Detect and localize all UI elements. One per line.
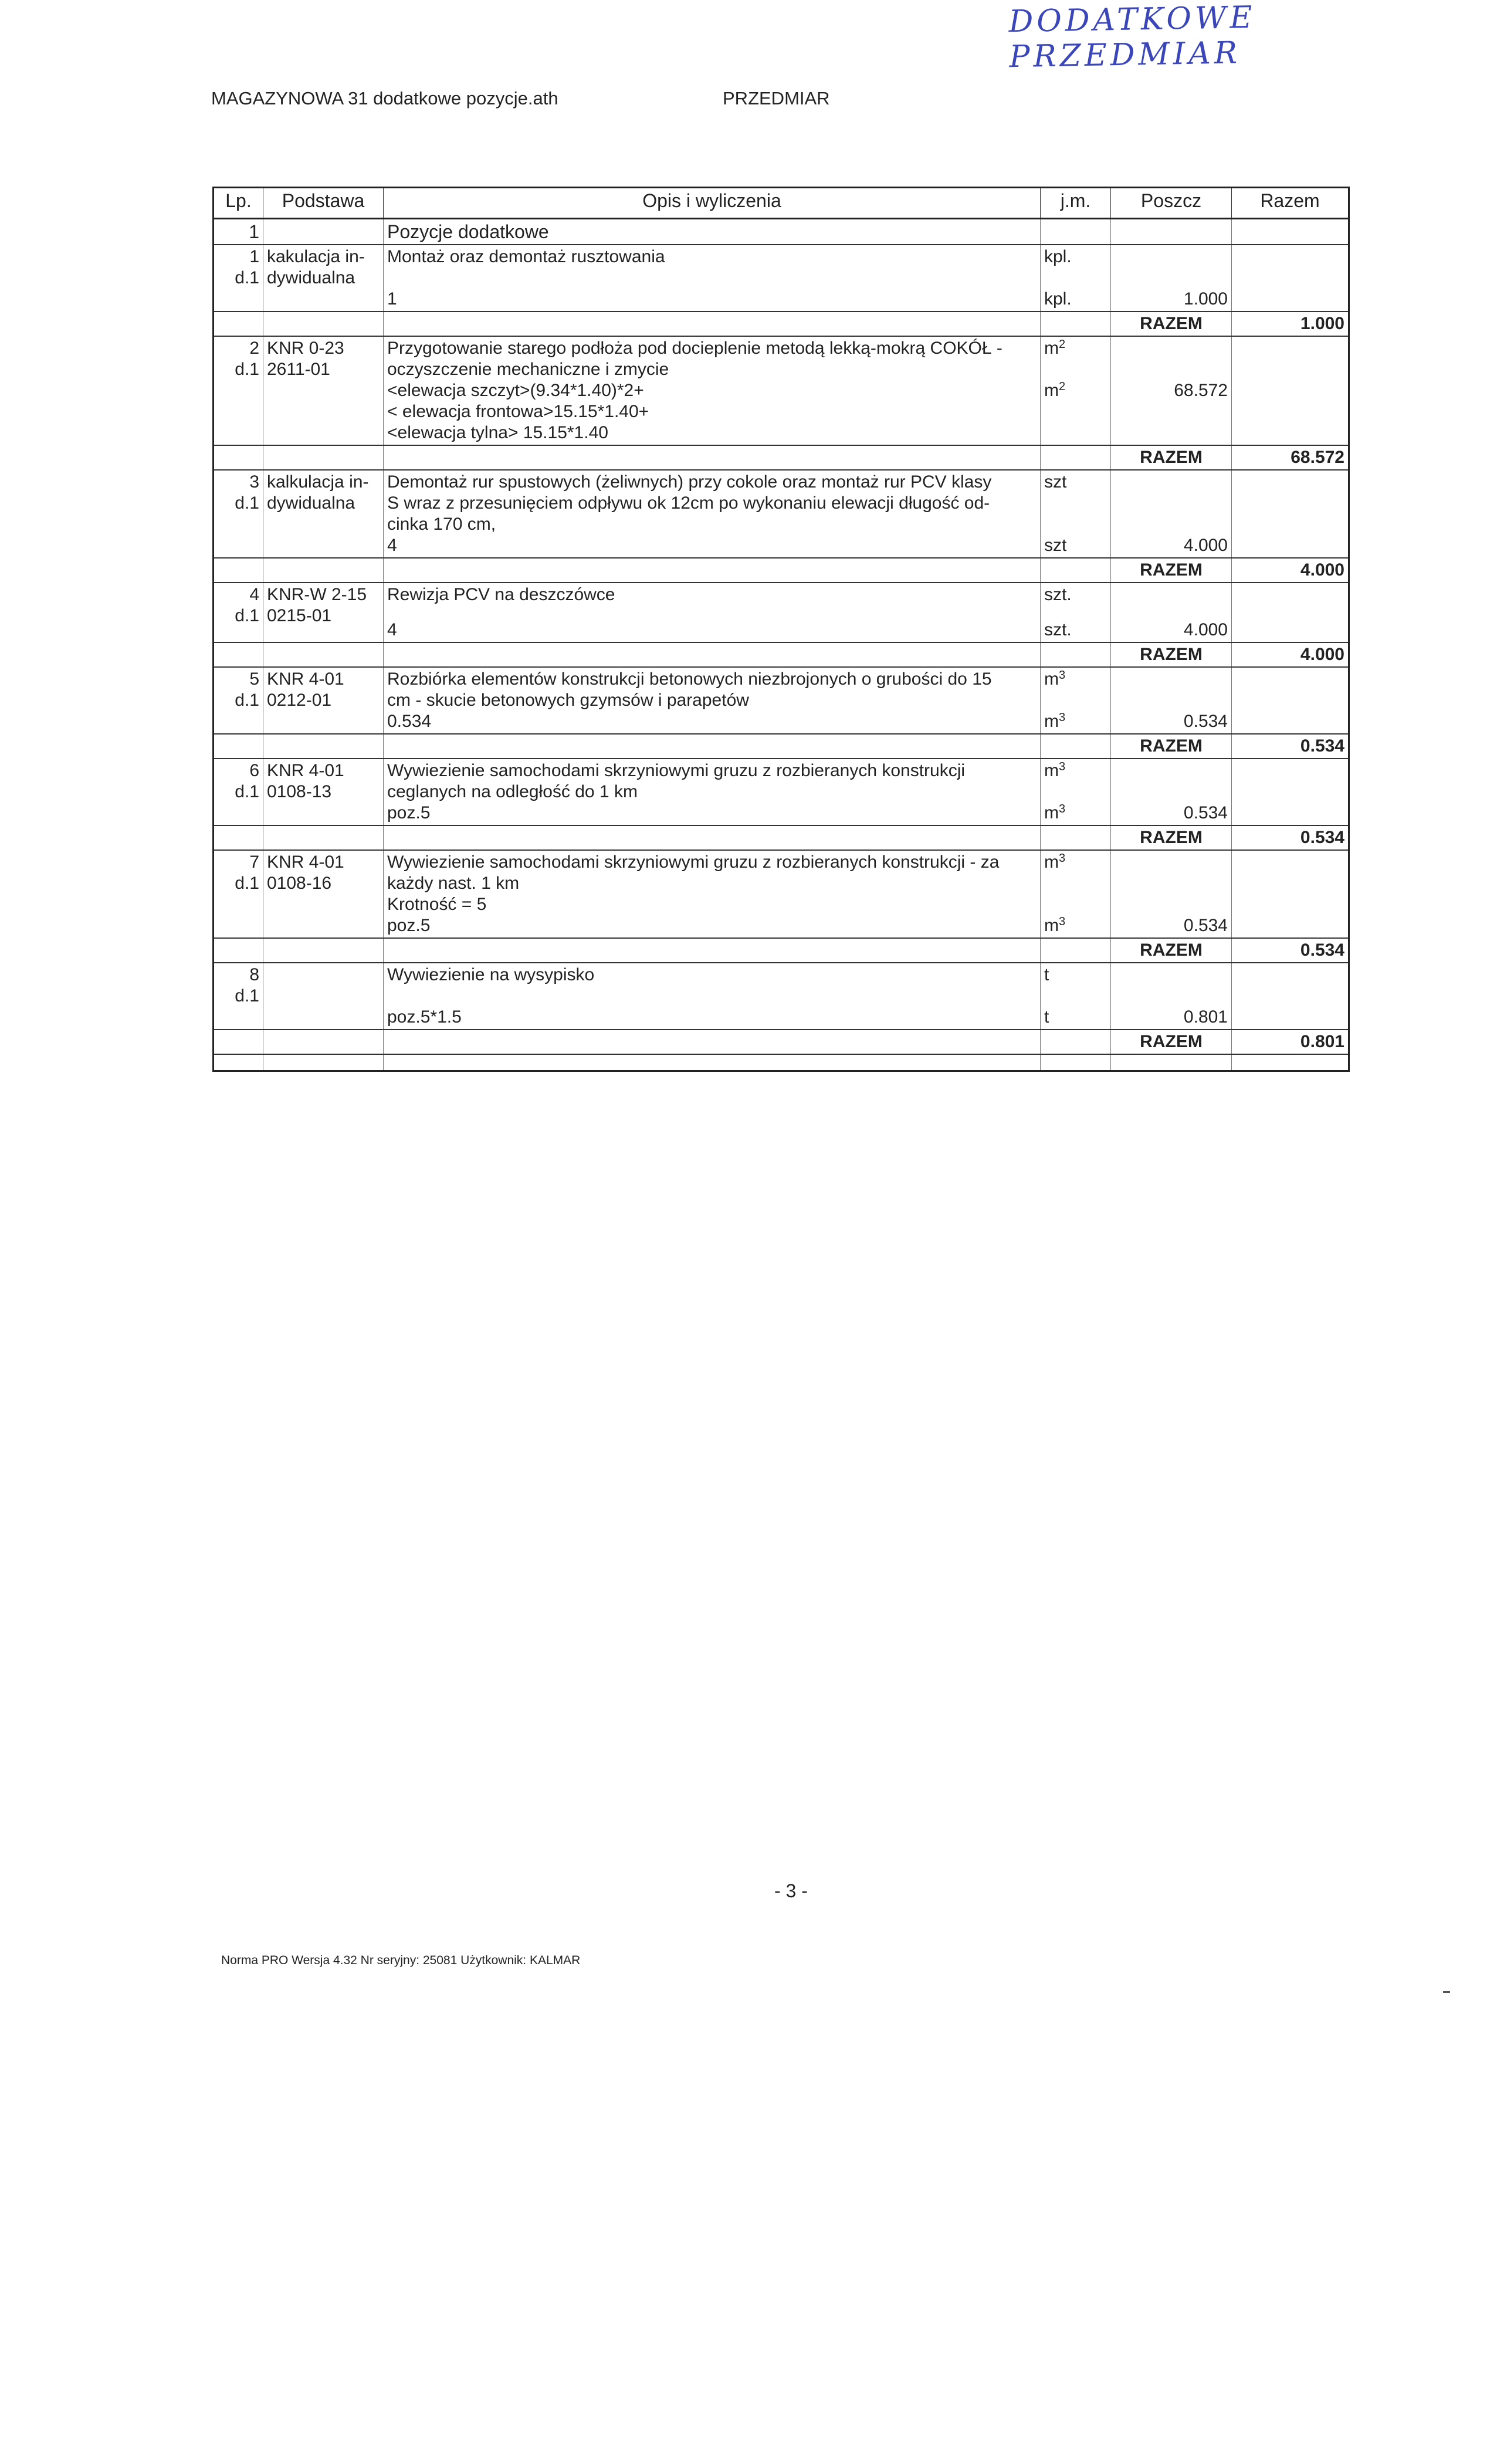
item-calc: poz.5*1.5 — [387, 1007, 462, 1027]
item-opis: Przygotowanie starego podłoża pod docieplenie metodą lekką-mokrą COKÓŁ - — [387, 339, 1002, 358]
table-header-row — [214, 188, 1349, 219]
item-opis: S wraz z przesunięciem odpływu ok 12cm po wykonaniu elewacji długość od- — [387, 493, 990, 513]
scan-speck — [1443, 1991, 1450, 1993]
item-jm: kpl. — [1044, 247, 1072, 267]
razem-row-7 — [214, 938, 1349, 963]
razem-value: 0.534 — [1232, 938, 1349, 963]
razem-value: 0.534 — [1232, 825, 1349, 850]
item-lp: 2 — [249, 339, 259, 358]
item-lp-sub: d.1 — [235, 360, 259, 380]
item-podstawa: dywidualna — [267, 493, 355, 513]
razem-value: 0.534 — [1232, 734, 1349, 759]
item-calc-jm: szt — [1044, 536, 1067, 556]
item-jm: $m^3$ — [1044, 852, 1066, 872]
item-jm: szt — [1044, 472, 1067, 492]
item-calc-jm: $m^3$ — [1044, 711, 1066, 732]
razem-label: RAZEM — [1111, 825, 1232, 850]
item-lp: 6 — [249, 761, 259, 781]
item-opis: cm - skucie betonowych gzymsów i parapetów — [387, 691, 749, 710]
razem-row-4 — [214, 642, 1349, 667]
item-lp-sub: d.1 — [235, 986, 259, 1006]
razem-value: 4.000 — [1232, 558, 1349, 583]
item-lp: 7 — [249, 852, 259, 872]
item-poszcz: 1.000 — [1183, 289, 1228, 309]
item-podstawa: KNR 0-23 — [267, 339, 344, 358]
file-name: MAGAZYNOWA 31 dodatkowe pozycje.ath — [211, 88, 558, 109]
item-podstawa: KNR 4-01 — [267, 852, 344, 872]
item-calc: 4 — [387, 620, 397, 640]
handwritten-note: DODATKOWE PRZEDMIAR — [1008, 0, 1256, 75]
item-poszcz: 0.534 — [1183, 803, 1228, 823]
razem-row-3 — [214, 558, 1349, 583]
item-row-6 — [214, 759, 1349, 825]
item-opis: Wywiezienie samochodami skrzyniowymi gruzu z rozbieranych konstrukcji - za — [387, 852, 1000, 872]
razem-value: 0.801 — [1232, 1030, 1349, 1054]
razem-row-5 — [214, 734, 1349, 759]
col-header-podstawa: Podstawa — [263, 188, 384, 219]
item-row-8 — [214, 963, 1349, 1030]
item-podstawa: 0212-01 — [267, 691, 332, 710]
item-calc-jm: szt. — [1044, 620, 1072, 640]
item-calc: 0.534 — [387, 712, 432, 732]
col-header-opis: Opis i wyliczenia — [384, 188, 1041, 219]
item-podstawa: KNR 4-01 — [267, 761, 344, 781]
razem-label: RAZEM — [1111, 938, 1232, 963]
item-opis: cinka 170 cm, — [387, 515, 496, 534]
item-lp: 4 — [249, 585, 259, 605]
item-opis: Rewizja PCV na deszczówce — [387, 585, 615, 605]
razem-value: 4.000 — [1232, 642, 1349, 667]
razem-row-1 — [214, 312, 1349, 336]
item-poszcz: 0.534 — [1183, 712, 1228, 732]
document-title: PRZEDMIAR — [723, 88, 830, 109]
item-lp: 1 — [249, 247, 259, 267]
table-end-row — [214, 1054, 1349, 1071]
item-opis: każdy nast. 1 km — [387, 874, 520, 893]
item-jm: $m^3$ — [1044, 760, 1066, 781]
item-lp-sub: d.1 — [235, 268, 259, 288]
razem-label: RAZEM — [1111, 312, 1232, 336]
item-row-1 — [214, 245, 1349, 312]
item-podstawa: KNR 4-01 — [267, 669, 344, 689]
item-lp: 8 — [249, 965, 259, 985]
item-lp-sub: d.1 — [235, 874, 259, 893]
item-jm: t — [1044, 965, 1049, 985]
item-opis: Rozbiórka elementów konstrukcji betonowych niezbrojonych o grubości do 15 — [387, 669, 992, 689]
item-podstawa: kalkulacja in- — [267, 472, 369, 492]
item-podstawa: 0108-13 — [267, 782, 332, 802]
razem-label: RAZEM — [1111, 734, 1232, 759]
item-podstawa: dywidualna — [267, 268, 355, 288]
razem-row-2 — [214, 445, 1349, 470]
item-podstawa: 0108-16 — [267, 874, 332, 893]
item-calc-jm: $m^2$ — [1044, 380, 1066, 401]
item-calc: 1 — [387, 289, 397, 309]
col-header-lp: Lp. — [214, 188, 263, 219]
item-poszcz: 4.000 — [1183, 536, 1228, 556]
item-jm: $m^3$ — [1044, 669, 1066, 689]
item-lp: 3 — [249, 472, 259, 492]
item-calc: < elewacja frontowa>15.15*1.40+ — [387, 402, 649, 422]
item-calc: poz.5 — [387, 803, 431, 823]
razem-value: 68.572 — [1232, 445, 1349, 470]
item-row-7 — [214, 850, 1349, 938]
item-calc: 4 — [387, 536, 397, 556]
item-opis: Wywiezienie samochodami skrzyniowymi gruzu z rozbieranych konstrukcji — [387, 761, 966, 781]
item-opis: Demontaż rur spustowych (żeliwnych) przy cokole oraz montaż rur PCV klasy — [387, 472, 992, 492]
item-calc: <elewacja szczyt>(9.34*1.40)*2+ — [387, 381, 644, 401]
razem-row-6 — [214, 825, 1349, 850]
item-calc-jm: t — [1044, 1007, 1049, 1027]
razem-label: RAZEM — [1111, 445, 1232, 470]
item-jm: $m^2$ — [1044, 338, 1066, 358]
razem-label: RAZEM — [1111, 642, 1232, 667]
col-header-razem: Razem — [1232, 188, 1349, 219]
item-calc-jm: kpl. — [1044, 289, 1072, 309]
item-calc: <elewacja tylna> 15.15*1.40 — [387, 423, 608, 443]
item-podstawa: KNR-W 2-15 — [267, 585, 367, 605]
section-row — [214, 219, 1349, 245]
razem-row-8 — [214, 1030, 1349, 1054]
item-poszcz: 0.534 — [1183, 916, 1228, 936]
item-poszcz: 0.801 — [1183, 1007, 1228, 1027]
razem-value: 1.000 — [1232, 312, 1349, 336]
item-lp-sub: d.1 — [235, 691, 259, 710]
item-calc-jm: $m^3$ — [1044, 915, 1066, 936]
section-number: 1 — [214, 219, 263, 245]
section-title: Pozycje dodatkowe — [384, 219, 1041, 245]
item-podstawa: 2611-01 — [267, 360, 330, 380]
item-row-3 — [214, 470, 1349, 558]
item-opis: Wywiezienie na wysypisko — [387, 965, 595, 985]
item-jm: szt. — [1044, 585, 1072, 605]
item-lp-sub: d.1 — [235, 493, 259, 513]
item-lp-sub: d.1 — [235, 606, 259, 626]
item-calc-jm: $m^3$ — [1044, 803, 1066, 823]
footer-software-info: Norma PRO Wersja 4.32 Nr seryjny: 25081 Użytkownik: KALMAR — [221, 1954, 581, 1967]
page-number: - 3 - — [774, 1880, 808, 1901]
razem-label: RAZEM — [1111, 558, 1232, 583]
col-header-poszcz: Poszcz — [1111, 188, 1232, 219]
razem-label: RAZEM — [1111, 1030, 1232, 1054]
col-header-jm: j.m. — [1041, 188, 1111, 219]
item-opis: Krotność = 5 — [387, 895, 487, 915]
item-row-4 — [214, 583, 1349, 642]
item-calc: poz.5 — [387, 916, 431, 936]
item-lp-sub: d.1 — [235, 782, 259, 802]
item-poszcz: 4.000 — [1183, 620, 1228, 640]
item-opis: oczyszczenie mechaniczne i zmycie — [387, 360, 669, 380]
item-opis: Montaż oraz demontaż rusztowania — [387, 247, 665, 267]
item-poszcz: 68.572 — [1174, 381, 1228, 401]
item-opis: ceglanych na odległość do 1 km — [387, 782, 638, 802]
item-lp: 5 — [249, 669, 259, 689]
item-row-2 — [214, 336, 1349, 445]
item-podstawa: 0215-01 — [267, 606, 332, 626]
przedmiar-table — [212, 187, 1350, 1072]
item-row-5 — [214, 667, 1349, 734]
item-podstawa: kakulacja in- — [267, 247, 365, 267]
